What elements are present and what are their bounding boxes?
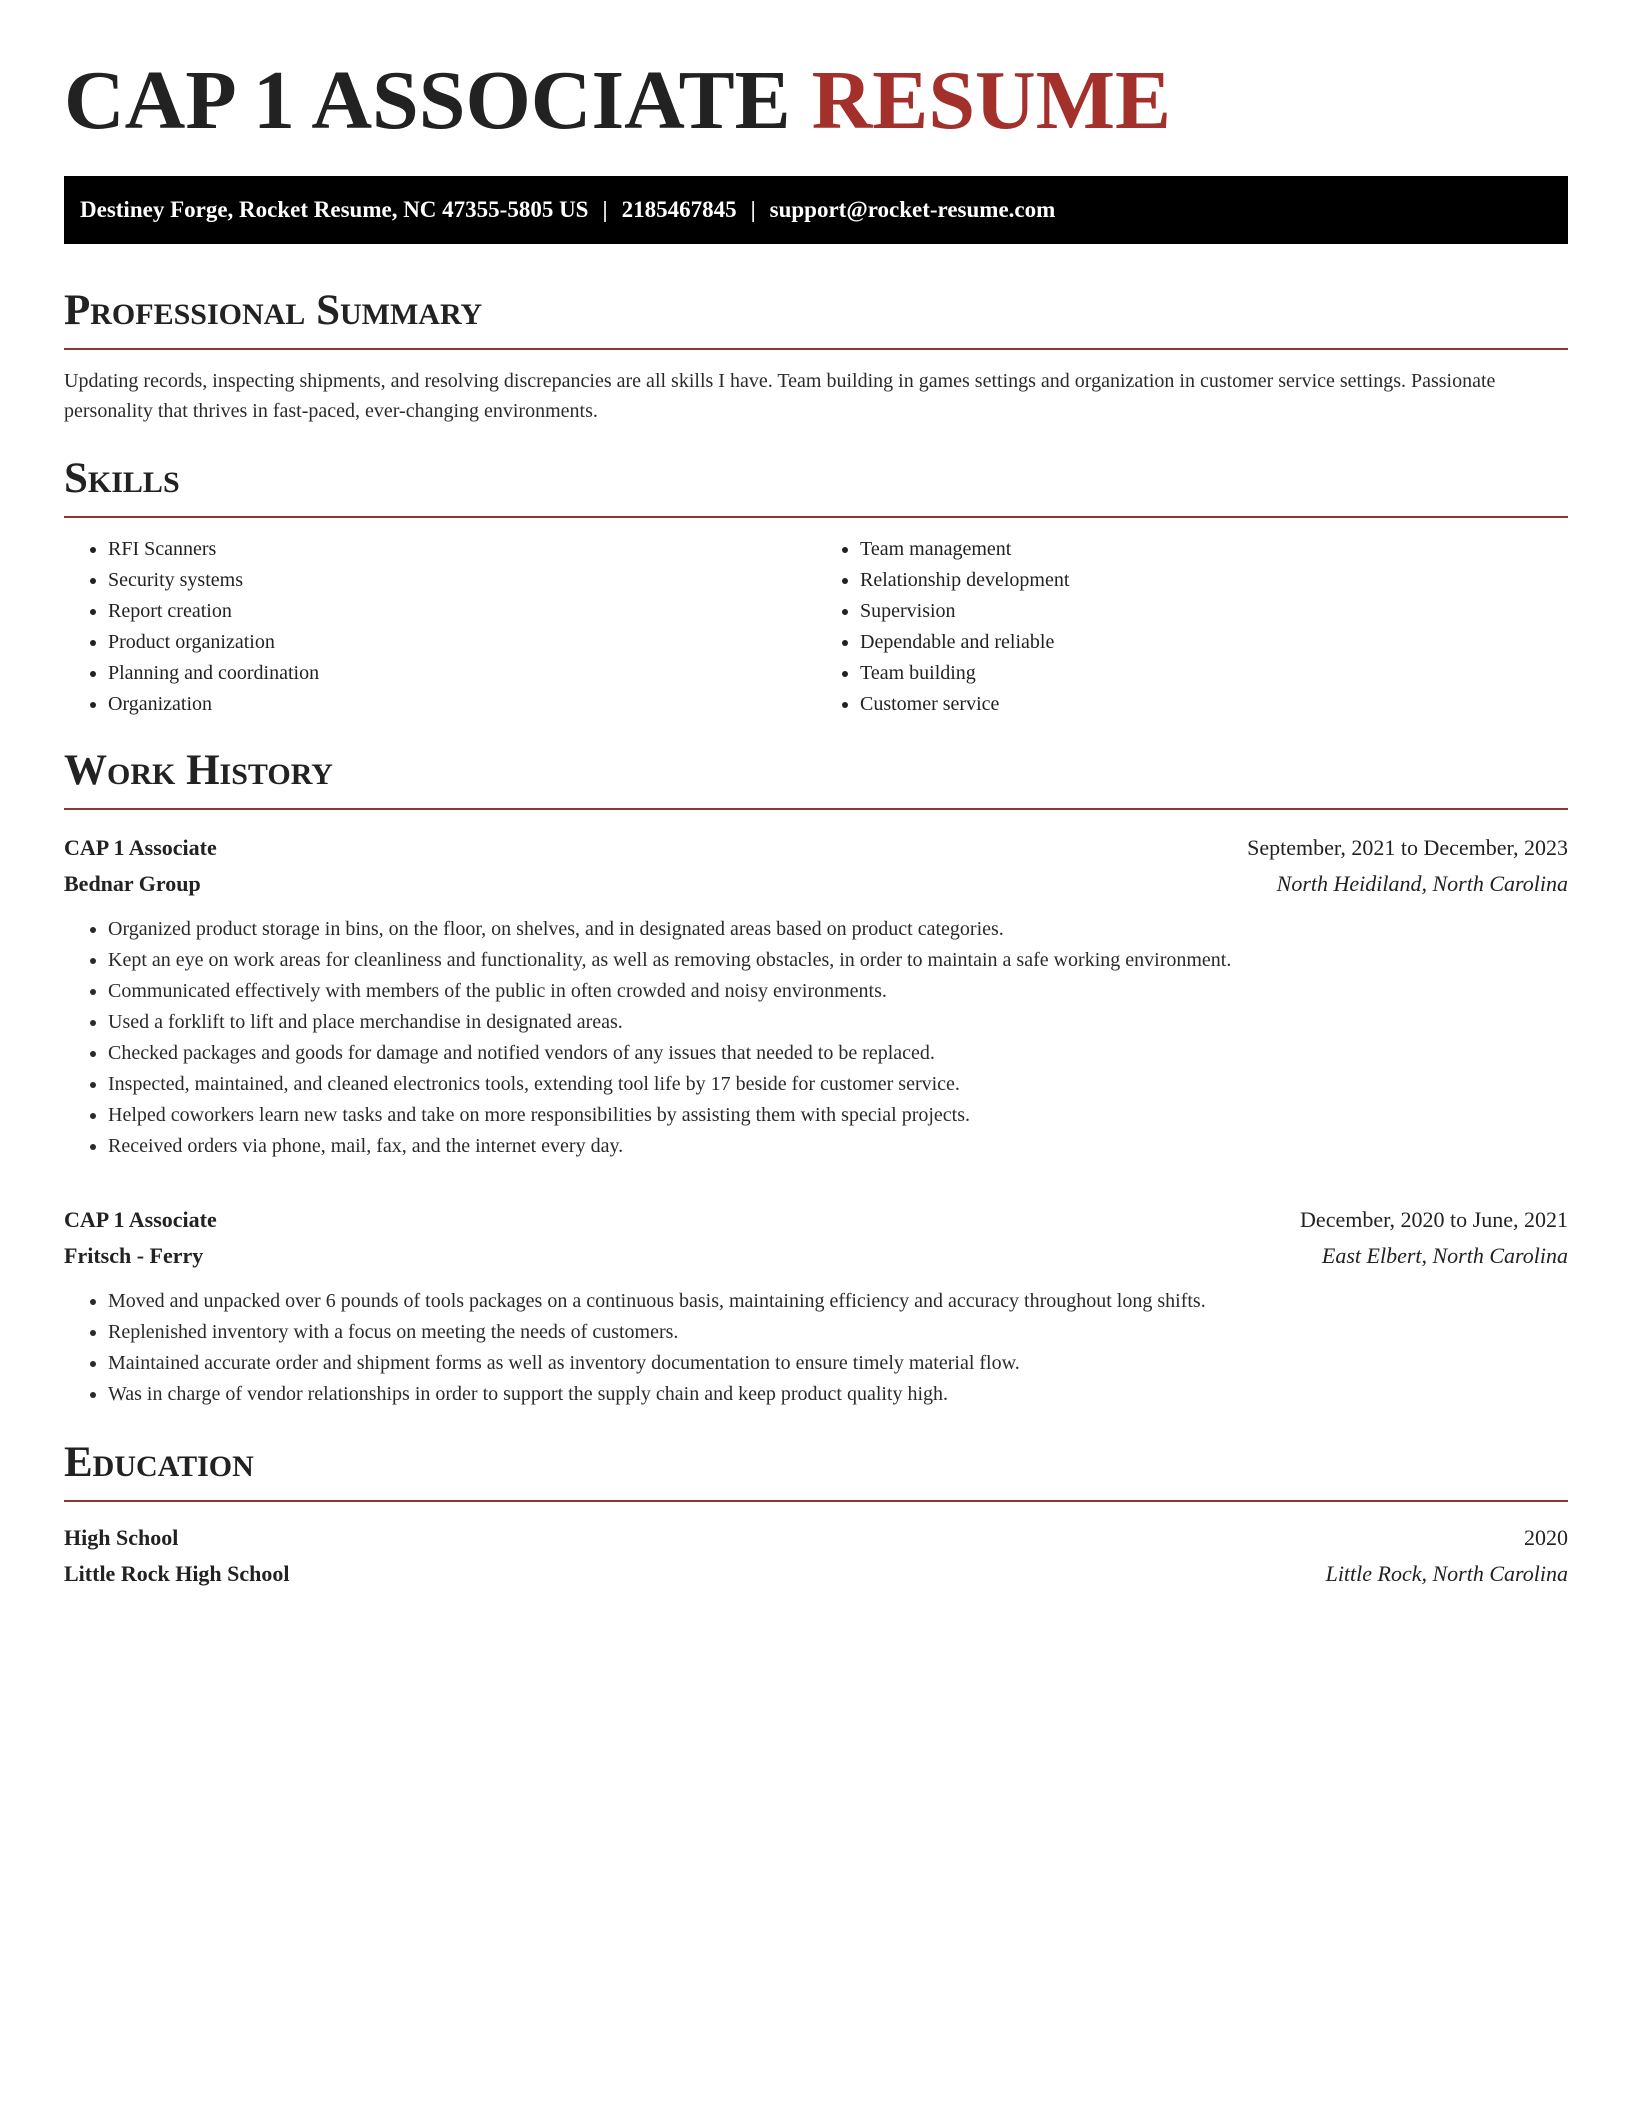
education-year: 2020 [1524,1525,1568,1550]
job-location: North Heidiland, North Carolina [1276,871,1568,896]
job-bullet: • Moved and unpacked over 6 pounds of tools packages on a continuous basis, maintaining efficiency and accuracy throughout long shifts. [108,1286,1568,1317]
contact-separator: | [602,197,608,222]
job-location: East Elbert, North Carolina [1321,1243,1568,1268]
title-accent: RESUME [811,54,1172,147]
job-bullet: • Helped coworkers learn new tasks and take on more responsibilities by assisting them with special projects. [108,1100,1568,1131]
job-bullet: • Inspected, maintained, and cleaned electronics tools, extending tool life by 17 beside for customer service. [108,1069,1568,1100]
summary-section [64,286,1568,426]
section-divider [64,516,1568,518]
job-title-row [64,830,1568,866]
job-bullet: • Maintained accurate order and shipment forms as well as inventory documentation to ensure timely material flow. [108,1348,1568,1379]
summary-text: Updating records, inspecting shipments, and resolving discrepancies are all skills I have. Team building in games settings and organization in customer service settings. Passionate personality that thrives in fast-paced, ever-changing environments. [64,370,1496,422]
skill-item: • Relationship development [860,565,1568,596]
job-dates: September, 2021 to December, 2023 [1247,835,1568,860]
education-heading: Education [64,1439,254,1486]
education-section [64,1438,1568,1592]
skill-item: • Security systems [108,565,816,596]
job-bullet: • Was in charge of vendor relationships in order to support the supply chain and keep product quality high. [108,1379,1568,1410]
section-divider [64,1500,1568,1502]
work-history-section [64,746,1568,1410]
skill-item: • Product organization [108,627,816,658]
contact-bar [64,176,1568,244]
skill-item: • RFI Scanners [108,534,816,565]
education-entry [64,1520,1568,1592]
job-company: Bednar Group [64,871,201,896]
skill-item: • Team management [860,534,1568,565]
section-divider [64,808,1568,810]
skill-item: • Organization [108,689,816,720]
contact-email[interactable]: support@rocket-resume.com [769,197,1056,222]
job-bullets [64,1286,1568,1410]
title-main: CAP 1 ASSOCIATE [64,54,791,147]
skill-item: • Report creation [108,596,816,627]
job-bullet: • Organized product storage in bins, on the floor, on shelves, and in designated areas based on product categories. [108,914,1568,945]
job-bullet: • Communicated effectively with members of the public in often crowded and noisy environments. [108,976,1568,1007]
job-bullet: • Used a forklift to lift and place merchandise in designated areas. [108,1007,1568,1038]
skill-item: • Customer service [860,689,1568,720]
section-divider [64,348,1568,350]
education-degree-row [64,1520,1568,1556]
skills-section [64,454,1568,720]
job-bullet: • Kept an eye on work areas for cleanliness and functionality, as well as removing obstacles, in order to maintain a safe working environment. [108,945,1568,976]
skills-grid [64,534,1568,720]
job-bullet: • Received orders via phone, mail, fax, and the internet every day. [108,1131,1568,1162]
job-company-row [64,1238,1568,1274]
education-school: Little Rock High School [64,1561,290,1586]
job-bullet: • Checked packages and goods for damage and notified vendors of any issues that needed to be replaced. [108,1038,1568,1069]
contact-phone: 2185467845 [621,197,737,222]
skill-item: • Planning and coordination [108,658,816,689]
skill-item: • Dependable and reliable [860,627,1568,658]
job-title: CAP 1 Associate [64,1207,217,1232]
resume-title [64,0,1568,146]
contact-address: Destiney Forge, Rocket Resume, NC 47355-5805 US [80,197,589,222]
job-company-row [64,866,1568,902]
education-school-row [64,1556,1568,1592]
skills-list-left [64,534,816,720]
job-company: Fritsch - Ferry [64,1243,204,1268]
education-location: Little Rock, North Carolina [1325,1561,1568,1586]
summary-heading: Professional Summary [64,287,483,334]
job-bullets [64,914,1568,1162]
job-title: CAP 1 Associate [64,835,217,860]
skills-list-right [816,534,1568,720]
work-history-heading: Work History [64,747,333,794]
skills-heading: Skills [64,455,180,502]
job-dates: December, 2020 to June, 2021 [1300,1207,1568,1232]
job-entry [64,1202,1568,1410]
job-bullet: • Replenished inventory with a focus on meeting the needs of customers. [108,1317,1568,1348]
skill-item: • Supervision [860,596,1568,627]
contact-separator: | [750,197,756,222]
job-entry [64,830,1568,1162]
education-degree: High School [64,1525,179,1550]
job-title-row [64,1202,1568,1238]
skill-item: • Team building [860,658,1568,689]
